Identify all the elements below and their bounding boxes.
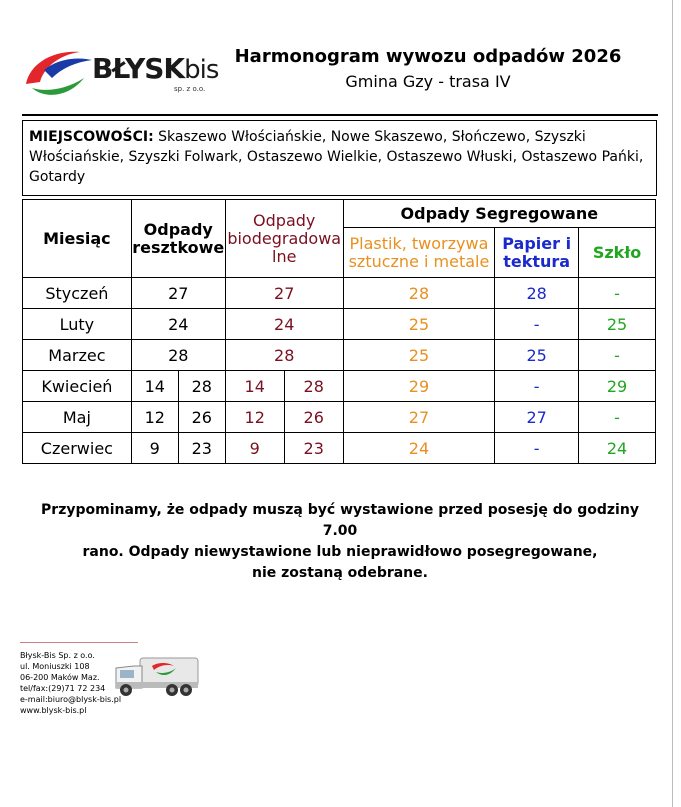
page-title: Harmonogram wywozu odpadów 2026 <box>234 46 622 67</box>
mixed-cell: 27 <box>131 278 225 309</box>
month-cell: Maj <box>23 402 132 433</box>
logo-subtext: sp. z o.o. <box>174 85 206 93</box>
towns-list: Skaszewo Włościańskie, Nowe Skaszewo, Słończewo, Szyszki Włościańskie, Szyszki Folwark, Ostaszewo Wielkie, Ostaszewo Włuski, Ostaszewo Pańki, Gotardy <box>29 129 644 185</box>
month-cell: Styczeń <box>23 278 132 309</box>
table-row <box>23 309 656 340</box>
bio-cell: 24 <box>225 309 343 340</box>
notice-line-1: Przypominamy, że odpady muszą być wystawione przed posesję do godziny 7.00 <box>41 502 639 539</box>
table-row <box>23 340 656 371</box>
paper-cell: 28 <box>495 278 579 309</box>
plastic-cell: 24 <box>343 433 495 464</box>
towns-label: MIEJSCOWOŚCI: <box>29 129 154 145</box>
page-subtitle: Gmina Gzy - trasa IV <box>345 72 511 91</box>
plastic-cell: 28 <box>343 278 495 309</box>
notice-line-3: nie zostaną odebrane. <box>252 565 428 581</box>
plastic-cell: 27 <box>343 402 495 433</box>
month-cell: Czerwiec <box>23 433 132 464</box>
header-segregated: Odpady Segregowane <box>343 200 655 228</box>
mixed-cell-a: 12 <box>131 402 178 433</box>
mixed-cell-a: 9 <box>131 433 178 464</box>
header-divider <box>22 114 658 116</box>
plastic-cell: 25 <box>343 309 495 340</box>
page-right-border <box>672 0 673 807</box>
footer-email: e-mail:biuro@blysk-bis.pl <box>20 695 122 704</box>
mixed-cell-b: 26 <box>178 402 225 433</box>
notice-line-2: rano. Odpady niewystawione lub nieprawidłowo posegregowane, <box>82 544 598 560</box>
footer-phone: tel/fax:(29)71 72 234 <box>20 684 106 693</box>
header-mixed: Odpady resztkowe <box>131 200 225 278</box>
company-logo <box>22 44 219 102</box>
paper-cell: - <box>495 371 579 402</box>
paper-cell: - <box>495 309 579 340</box>
garbage-truck-icon <box>112 652 202 698</box>
plastic-cell: 25 <box>343 340 495 371</box>
footer-divider <box>20 642 138 643</box>
footer-company: Błysk-Bis Sp. z o.o. <box>20 651 95 660</box>
header-plastic: Plastik, tworzywa sztuczne i metale <box>343 228 495 278</box>
bio-cell-b: 26 <box>284 402 343 433</box>
header-paper: Papier i tektura <box>495 228 579 278</box>
footer-street: ul. Moniuszki 108 <box>20 662 90 671</box>
month-cell: Marzec <box>23 340 132 371</box>
month-cell: Kwiecień <box>23 371 132 402</box>
bio-cell-b: 23 <box>284 433 343 464</box>
table-row <box>23 402 656 433</box>
table-row <box>23 278 656 309</box>
glass-cell: - <box>579 402 656 433</box>
footer-city: 06-200 Maków Maz. <box>20 673 100 682</box>
header-row-1 <box>23 200 656 228</box>
towns-box <box>22 120 657 196</box>
table-row <box>23 371 656 402</box>
bio-cell-b: 28 <box>284 371 343 402</box>
paper-cell: - <box>495 433 579 464</box>
header-glass: Szkło <box>579 228 656 278</box>
mixed-cell: 24 <box>131 309 225 340</box>
glass-cell: - <box>579 278 656 309</box>
paper-cell: 27 <box>495 402 579 433</box>
bio-cell-a: 12 <box>225 402 284 433</box>
bio-cell: 28 <box>225 340 343 371</box>
bio-cell-a: 14 <box>225 371 284 402</box>
table-row <box>23 433 656 464</box>
header-bio: Odpady biodegradowa lne <box>225 200 343 278</box>
logo-wordmark: BŁYSKbis <box>92 52 219 85</box>
mixed-cell-a: 14 <box>131 371 178 402</box>
glass-cell: 29 <box>579 371 656 402</box>
glass-cell: - <box>579 340 656 371</box>
glass-cell: 25 <box>579 309 656 340</box>
plastic-cell: 29 <box>343 371 495 402</box>
logo-swoosh-icon <box>22 44 102 102</box>
bio-cell: 27 <box>225 278 343 309</box>
mixed-cell-b: 23 <box>178 433 225 464</box>
schedule-table <box>22 199 656 464</box>
mixed-cell-b: 28 <box>178 371 225 402</box>
header-month: Miesiąc <box>23 200 132 278</box>
notice-text <box>22 500 658 584</box>
month-cell: Luty <box>23 309 132 340</box>
paper-cell: 25 <box>495 340 579 371</box>
footer-website: www.blysk-bis.pl <box>20 706 87 715</box>
footer-contact <box>20 650 121 716</box>
glass-cell: 24 <box>579 433 656 464</box>
mixed-cell: 28 <box>131 340 225 371</box>
bio-cell-a: 9 <box>225 433 284 464</box>
